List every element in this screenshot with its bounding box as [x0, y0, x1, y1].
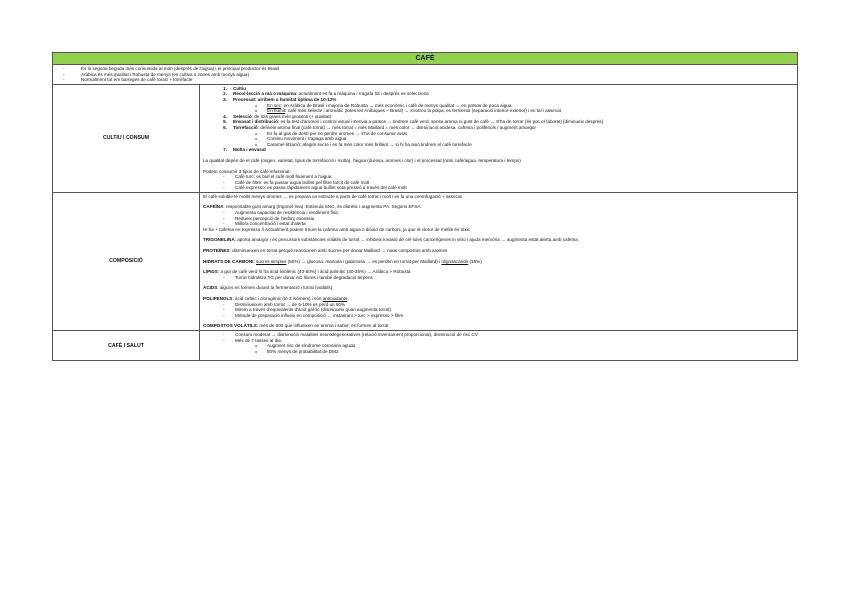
sub-item: o En sec: en Aràbica de Brasil i majoria de Robusta → més econòmic i cafè de menys qualitat → en països de poca aigua [203, 103, 794, 109]
proteines-text: PROTEÏNES: disminueixen en torrat perquè reaccionen amb sucres per donar Maillard → nous compostos amb aromes [203, 248, 448, 254]
volatils-text: COMPOSTOS VOLÀTILS: més de 600 que influeixen en aroma i sabor, es formen al torrat [203, 323, 389, 329]
lipids-item: - Torrat hidrolitza TG per donar AG lliures i també degradació terpens [203, 275, 794, 281]
row-content [200, 193, 797, 330]
salut-sub-item: o Augment risc de síndrome coronària aguda [203, 343, 794, 349]
salut-item: - Més de 7 tasses al dia: [203, 338, 794, 344]
salut-item: - Consum moderat → disminució malalties neurodegeneratives (relació inversament proporcional), disminució de risc CV [203, 332, 794, 338]
sub-item: o Continu moviment i s'apaga amb aigua [203, 136, 794, 142]
row-label: CAFÈ I SALUT [53, 331, 200, 360]
salut-sub-item: o 50% menys de probabilitat de DM2 [203, 349, 794, 355]
hidrats-text: HIDRATS DE CARBONI: sucres simples (50%) → glucosa, manosa i galactosa → es perden en torrat per Maillard) i oligosacàrids (15%) [203, 258, 482, 264]
intro-item: - És la segona beguda més consumida al món (després de l'aigua) i el principal productor és Brasil [59, 66, 797, 72]
intro-item: - Aràbica és més qualitat i Robusta de menys (es cultiva a zones amb menys aigua) [59, 72, 797, 78]
cafeina-item: - Millora concentració i estat d'alerta [203, 221, 794, 227]
step: 4. Selecció: de tots grans més grossos (+ qualitat) [223, 113, 332, 119]
types-intro: Podem consumir 3 tipus de cafè infusionat: [203, 168, 291, 174]
cafeina-item: - Redueix percepció de l'esforç excessiu [203, 216, 794, 222]
intro-item: - Normalment tot em barreges de cafè torrat + torrefacte [59, 77, 797, 83]
document-table [52, 52, 798, 361]
acids-text: ÀCIDS: alguns es formen durant la fermentació i torrat (volàtils) [203, 285, 333, 291]
row-content [200, 331, 797, 360]
row-salut [53, 331, 797, 360]
polifenols-text: POLIFENOLS: àcid cafeic i clorogènic (té 2 isòmers) i són antioxidants [203, 296, 348, 301]
row-content [200, 85, 797, 192]
row-label: COMPOSICIÓ [53, 193, 200, 330]
polifenols-item: - Mètode de preparació influeix en composició → instantani > turc > expresso > filtre [203, 313, 794, 319]
quality-text: La qualitat depèn de el cafè (origen, varietat, tipus de torrefacció i molta), l'aigua (duresa, aromes i clor) i el processat (ratio cafè/aigua, temperatura i temps) [203, 157, 521, 163]
polifenols-item: - Disminueixen amb torrat → de 6-10% es perd un 50% [203, 302, 794, 308]
lipids-text: LÍPIDS: a gra de cafè verd hi ha àcid linolènic (40-50%) i àcid palmític (30-35%) → Aràbica > Robusta [203, 269, 411, 275]
polifenols-item: - Mirem a través d'equivalents d'àcid gàl·lic (disminueix quan augmenta torrat) [203, 307, 794, 313]
row-label: CULTIU I CONSUM [53, 85, 200, 192]
type-item: - Cafè expresso: es passa ràpidament aigua bullint sota pressió a través del cafè molt [203, 185, 794, 191]
cafeina-item: - Augmenta capacitat de resistència i rendiment físic [203, 210, 794, 216]
sub-item: o En humit: cafè més selecte i aromàtic (totes les Aràbiques – Brasil) → s'extreu la polpa, es fermenta (separació interior-exterior) i en tal i assecat [203, 108, 794, 114]
cafeina-text: CAFEÏNA: responsable gust amarg (trigonel·lina). Estimula SNC, és diürètic i augmenta PA. Segons EFSA: [203, 204, 422, 210]
type-item: - Cafè de filtre: es fa passar aigua bullint pel filtre farcit de cafè molt [203, 180, 794, 186]
step: 6. Torrefacció: defineix aroma final (cafè torrat) → més torrat = més Maillard = més color → disminució acidesa, cafeïna i polifenols / augment amargor [223, 124, 536, 130]
trigonelina-text: TRIGONELINA: aporta amargor i és precursors substàncies volàtils de torrat → inhibeix invasió de cèl·lules cancerígenes in vitro i ajuda memòria → augmenta estat alerta amb cafeïna [203, 237, 578, 243]
step: 3. Processat: arribem a humitat òptima de 10-12% [223, 96, 337, 102]
step: 1. Cultiu [223, 85, 247, 91]
row-cultiu [53, 85, 797, 193]
intro-list [53, 65, 797, 85]
step: 2. Recol·lecció a mà o màquina: actualment es fa a màquina i s'agafa tot i després es selecciona [223, 91, 429, 97]
decaf-text: Hi ha + cafeïna en expresso // Actualment podem treure la cafeïna amb aigua o diòxid de carboni, ja que el clorur de metilè és tòxic [203, 226, 470, 232]
sub-item: o Caramel·lització: afegim sucre i es fa més color més brillant → si hi ha això tindrem el cafè torrefacte [203, 142, 794, 148]
soluble-text: El cafè soluble té molts menys aromes → es prepara un extracte a partir de cafè torrat i molt i es fa una centrifugació + assecat [203, 193, 462, 199]
step: 5. Envasat i distribució: es fa test d'aromes i control visual i s'envia a països → tindrem cafè verd, sense aroma ni gust de cafè → S'ha de torrar (és poc el·laborat) [diminueix després] [223, 119, 603, 125]
table-title: CAFÈ [53, 53, 797, 65]
step: 7. Molta i envasat [223, 147, 266, 153]
type-item: - Cafè turc: es bull el cafè molt finament a l'aigua [203, 174, 794, 180]
sub-item: o Es fa al gas de destí per no perdre aromes → s'ha de consumir aviat [203, 131, 794, 137]
row-composicio [53, 193, 797, 331]
